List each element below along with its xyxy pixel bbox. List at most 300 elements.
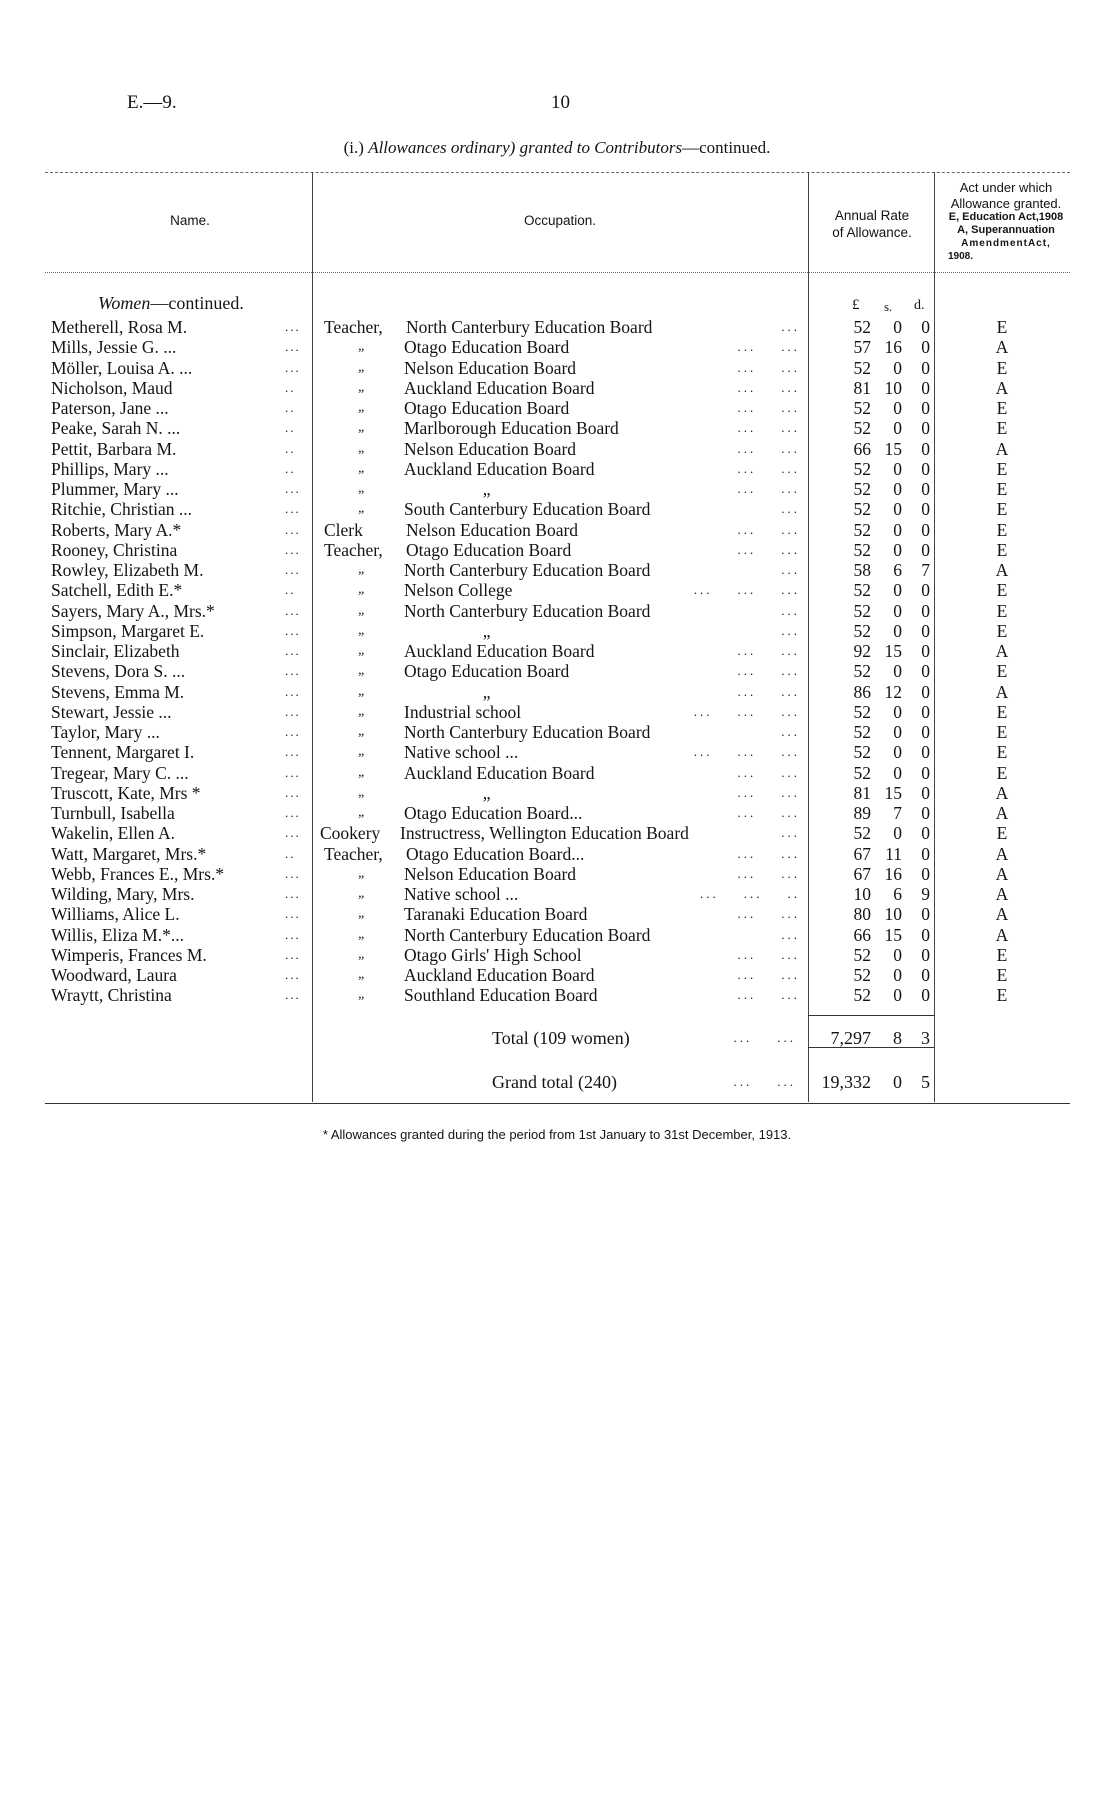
act-cell: E (996, 965, 1008, 985)
ditto-mark: „ (358, 724, 366, 739)
table-row (0, 499, 1114, 519)
total-pence: 3 (921, 1028, 930, 1048)
shillings-cell: 0 (893, 600, 902, 621)
pence-cell: 7 (921, 560, 930, 580)
header-act-line4: A, Superannuation (957, 224, 1055, 236)
pounds-cell: 52 (853, 519, 871, 540)
act-cell: E (996, 458, 1008, 479)
occupation-leader: ... ... (737, 663, 800, 679)
pounds-cell: 52 (853, 965, 871, 985)
pounds-cell: 52 (853, 762, 871, 783)
shillings-cell: 0 (893, 823, 902, 844)
shillings-cell: 15 (884, 641, 902, 661)
table-row (0, 439, 1114, 459)
header-act-line5: AmendmentAct, (961, 238, 1051, 249)
name-leader: ... (285, 805, 301, 820)
name-leader: .. (285, 460, 296, 476)
occupation-leader: ... ... (737, 805, 800, 820)
ditto-mark: „ (358, 784, 366, 800)
occupation-cell: „ (404, 782, 491, 803)
name-cell: Taylor, Mary ... (51, 722, 160, 742)
act-cell: A (995, 843, 1009, 864)
occupation-cell: Otago Education Board (404, 398, 570, 418)
pounds-cell: 52 (853, 701, 871, 722)
occupation-leader: ... ... (737, 359, 800, 375)
shillings-cell: 0 (893, 701, 902, 722)
act-cell: A (995, 924, 1009, 945)
table-row (0, 398, 1114, 418)
name-leader: ... (285, 359, 301, 375)
name-cell: Sinclair, Elizabeth (51, 641, 180, 661)
pence-cell: 0 (921, 357, 930, 378)
table-row (0, 925, 1114, 945)
unit-pence: d. (914, 298, 925, 313)
occupation-leader: ... ... (737, 845, 800, 861)
act-cell: A (995, 377, 1009, 398)
act-cell: A (995, 560, 1009, 580)
ditto-mark: „ (358, 481, 366, 496)
pence-cell: 0 (921, 620, 930, 641)
table-row (0, 641, 1114, 661)
occupation-leader: ... ... (737, 460, 800, 476)
ditto-mark: „ (358, 663, 366, 679)
total-shillings: 8 (893, 1028, 902, 1048)
occupation-cell: „ (404, 620, 491, 641)
occupation-cell: North Canterbury Education Board (406, 317, 653, 337)
occupation-leader: ... (781, 319, 800, 334)
shillings-cell: 0 (893, 944, 902, 965)
occupation-leader: ... ... (737, 541, 800, 557)
pence-cell: 0 (921, 985, 930, 1006)
name-leader: ... (285, 865, 301, 881)
pounds-cell: 52 (853, 661, 871, 682)
pence-cell: 0 (921, 418, 930, 439)
ditto-mark: „ (358, 602, 366, 618)
section-label (98, 293, 244, 314)
occupation-cell: Otago Education Board (404, 661, 570, 682)
pounds-cell: 52 (853, 357, 871, 378)
occupation-leader: ... ... (737, 784, 800, 800)
shillings-cell: 15 (884, 438, 902, 459)
name-cell: Wimperis, Frances M. (51, 944, 207, 965)
occupation-leader: ... (781, 501, 800, 517)
name-leader: ... (285, 906, 301, 922)
occupation-leader: ... ... (737, 865, 800, 881)
pounds-cell: 92 (853, 641, 871, 661)
name-cell: Paterson, Jane ... (51, 398, 169, 418)
pence-cell: 0 (921, 863, 930, 884)
table-row (0, 763, 1114, 783)
shillings-cell: 0 (893, 661, 902, 682)
shillings-cell: 0 (893, 965, 902, 985)
occupation-leader: ... (781, 622, 800, 638)
pounds-cell: 52 (853, 823, 871, 844)
ditto-mark: „ (358, 886, 366, 901)
act-cell: E (996, 620, 1008, 641)
name-cell: Pettit, Barbara M. (51, 438, 177, 459)
pounds-cell: 52 (853, 944, 871, 965)
table-row (0, 682, 1114, 702)
occupation-leader: ... ... .. (700, 886, 800, 901)
header-occupation: Occupation. (523, 213, 597, 228)
table-row (0, 864, 1114, 884)
shillings-cell: 16 (884, 337, 902, 358)
occupation-cell: Taranaki Education Board (404, 904, 588, 925)
occupation-leader: ... ... (737, 481, 800, 496)
shillings-cell: 0 (893, 722, 902, 742)
occupation-leader: ... ... ... (693, 744, 800, 760)
pounds-cell: 80 (853, 904, 871, 925)
total-leader: ... ... (733, 1030, 796, 1045)
grand-total-row (0, 1070, 1114, 1094)
name-leader: .. (285, 420, 296, 436)
occupation-prefix: Cookery (320, 823, 381, 844)
pence-cell: 0 (921, 337, 930, 358)
name-leader: ... (285, 622, 301, 638)
shillings-cell: 0 (893, 357, 902, 378)
act-cell: E (996, 519, 1008, 540)
pence-cell: 0 (921, 701, 930, 722)
ditto-mark: „ (358, 339, 366, 355)
shillings-cell: 0 (893, 499, 902, 520)
pence-cell: 0 (921, 924, 930, 945)
title-suffix: —continued. (682, 138, 771, 157)
pence-cell: 0 (921, 803, 930, 823)
name-leader: ... (285, 886, 301, 901)
name-leader: .. (285, 400, 296, 415)
ditto-mark: „ (358, 764, 366, 780)
shillings-cell: 0 (893, 620, 902, 641)
act-cell: E (996, 944, 1008, 965)
name-leader: .. (285, 379, 296, 395)
occupation-cell: Otago Education Board... (404, 803, 583, 823)
pounds-cell: 52 (853, 600, 871, 621)
pounds-cell: 52 (853, 317, 871, 337)
pence-cell: 0 (921, 904, 930, 925)
pence-cell: 0 (921, 823, 930, 844)
occupation-cell: Otago Girls' High School (404, 944, 582, 965)
act-cell: A (995, 681, 1009, 702)
act-cell: E (996, 762, 1008, 783)
table-row (0, 722, 1114, 742)
table-row (0, 702, 1114, 722)
pence-cell: 0 (921, 519, 930, 540)
table-row (0, 844, 1114, 864)
name-cell: Roberts, Mary A.* (51, 519, 182, 540)
act-cell: E (996, 722, 1008, 742)
name-leader: ... (285, 521, 301, 537)
pounds-cell: 52 (853, 479, 871, 499)
pence-cell: 0 (921, 317, 930, 337)
act-cell: E (996, 701, 1008, 722)
pence-cell: 0 (921, 762, 930, 783)
name-leader: ... (285, 319, 301, 334)
table-row (0, 580, 1114, 600)
act-cell: E (996, 539, 1008, 560)
ditto-mark: „ (358, 622, 366, 638)
occupation-cell: Native school ... (404, 884, 519, 904)
pounds-cell: 52 (853, 742, 871, 763)
act-cell: E (996, 661, 1008, 682)
name-cell: Plummer, Mary ... (51, 479, 179, 499)
shillings-cell: 0 (893, 418, 902, 439)
pounds-cell: 86 (853, 681, 871, 702)
table-row (0, 823, 1114, 843)
pounds-cell: 67 (853, 843, 871, 864)
occupation-cell: Otago Education Board (404, 337, 570, 358)
occupation-cell: „ (404, 681, 491, 702)
name-leader: ... (285, 339, 301, 355)
occupation-cell: Auckland Education Board (404, 965, 595, 985)
total-label: Total (109 women) (492, 1028, 630, 1048)
occupation-cell: Southland Education Board (404, 985, 598, 1006)
name-leader: ... (285, 825, 301, 841)
pence-cell: 0 (921, 782, 930, 803)
act-cell: E (996, 357, 1008, 378)
occupation-cell: Nelson College (404, 580, 513, 601)
name-cell: Wakelin, Ellen A. (51, 823, 175, 844)
pence-cell: 0 (921, 377, 930, 398)
occupation-leader: ... (781, 926, 800, 942)
shillings-cell: 0 (893, 398, 902, 418)
act-cell: E (996, 418, 1008, 439)
ditto-mark: „ (358, 460, 366, 476)
occupation-leader: ... ... (737, 906, 800, 922)
name-cell: Tregear, Mary C. ... (51, 762, 189, 783)
occupation-cell: Otago Education Board... (406, 843, 585, 864)
ditto-mark: „ (358, 643, 366, 658)
name-cell: Sayers, Mary A., Mrs.* (51, 600, 215, 621)
header-rate-line2: of Allowance. (832, 225, 912, 240)
name-cell: Stewart, Jessie ... (51, 701, 172, 722)
header-act-line1: Act under which (959, 180, 1053, 195)
act-cell: A (995, 884, 1009, 904)
name-leader: ... (285, 562, 301, 577)
table-row (0, 540, 1114, 560)
header-name: Name. (170, 213, 210, 228)
total-label: Grand total (240) (492, 1072, 617, 1092)
ditto-mark: „ (358, 987, 366, 1003)
name-cell: Wilding, Mary, Mrs. (51, 884, 195, 904)
table-row (0, 945, 1114, 965)
pounds-cell: 52 (853, 418, 871, 439)
act-cell: E (996, 742, 1008, 763)
pounds-cell: 52 (853, 539, 871, 560)
act-cell: E (996, 600, 1008, 621)
total-shillings: 0 (893, 1072, 902, 1092)
occupation-prefix: Teacher, (324, 843, 383, 864)
act-cell: E (996, 499, 1008, 520)
occupation-cell: Marlborough Education Board (404, 418, 619, 439)
table-row (0, 803, 1114, 823)
occupation-cell: Instructress, Wellington Education Board (400, 823, 689, 844)
table-row (0, 985, 1114, 1005)
act-cell: A (995, 904, 1009, 925)
act-cell: E (996, 317, 1008, 337)
shillings-cell: 6 (893, 884, 902, 904)
name-cell: Stevens, Emma M. (51, 681, 185, 702)
name-cell: Simpson, Margaret E. (51, 620, 205, 641)
occupation-cell: North Canterbury Education Board (404, 560, 651, 580)
occupation-leader: ... ... ... (693, 582, 800, 598)
occupation-cell: Nelson Education Board (406, 519, 579, 540)
pence-cell: 0 (921, 600, 930, 621)
pence-cell: 0 (921, 438, 930, 459)
pence-cell: 0 (921, 944, 930, 965)
ditto-mark: „ (358, 865, 366, 881)
header-rate-line1: Annual Rate (834, 208, 910, 223)
table-row (0, 358, 1114, 378)
ditto-mark: „ (358, 379, 366, 395)
pounds-cell: 52 (853, 398, 871, 418)
pounds-cell: 52 (853, 620, 871, 641)
top-rule (45, 172, 1070, 173)
name-cell: Stevens, Dora S. ... (51, 661, 186, 682)
occupation-leader: ... ... (737, 764, 800, 780)
table-row (0, 661, 1114, 681)
pounds-cell: 52 (853, 985, 871, 1006)
occupation-cell: Auckland Education Board (404, 762, 595, 783)
occupation-leader: ... ... (737, 400, 800, 415)
footnote: * Allowances granted during the period from 1st January to 31st December, 1913. (322, 1127, 792, 1142)
name-cell: Phillips, Mary ... (51, 458, 169, 479)
header-rate (810, 207, 934, 241)
name-leader: ... (285, 926, 301, 942)
section-continued: —continued. (150, 293, 244, 313)
name-leader: ... (285, 481, 301, 496)
unit-pounds: £ (852, 297, 860, 313)
name-cell: Webb, Frances E., Mrs.* (51, 863, 225, 884)
name-cell: Woodward, Laura (51, 965, 177, 985)
name-leader: ... (285, 683, 301, 699)
occupation-leader: ... ... (737, 643, 800, 658)
occupation-prefix: Clerk (324, 519, 363, 540)
pence-cell: 0 (921, 499, 930, 520)
pence-cell: 0 (921, 641, 930, 661)
act-cell: E (996, 823, 1008, 844)
occupation-cell: North Canterbury Education Board (404, 600, 651, 621)
shillings-cell: 12 (884, 681, 902, 702)
occupation-leader: ... ... (737, 339, 800, 355)
occupation-cell: Auckland Education Board (404, 377, 595, 398)
shillings-cell: 0 (893, 742, 902, 763)
ditto-mark: „ (358, 967, 366, 982)
total-rule (808, 1015, 934, 1016)
ditto-mark: „ (358, 744, 366, 760)
table-row (0, 378, 1114, 398)
pence-cell: 0 (921, 965, 930, 985)
unit-shillings: s. (884, 299, 893, 314)
pence-cell: 0 (921, 580, 930, 601)
page-id: E.—9. (127, 92, 177, 113)
header-act-line6: 1908. (948, 251, 974, 262)
shillings-cell: 7 (893, 803, 902, 823)
occupation-cell: Nelson Education Board (404, 863, 577, 884)
pence-cell: 0 (921, 722, 930, 742)
shillings-cell: 11 (885, 843, 902, 864)
occupation-cell: Auckland Education Board (404, 458, 595, 479)
pounds-cell: 66 (853, 924, 871, 945)
shillings-cell: 15 (884, 924, 902, 945)
shillings-cell: 10 (884, 377, 902, 398)
act-cell: A (995, 803, 1009, 823)
name-cell: Turnbull, Isabella (51, 803, 175, 823)
pounds-cell: 58 (853, 560, 871, 580)
occupation-leader: ... ... (737, 987, 800, 1003)
ditto-mark: „ (358, 906, 366, 922)
shillings-cell: 10 (884, 904, 902, 925)
table-row (0, 317, 1114, 337)
name-leader: ... (285, 744, 301, 760)
name-cell: Rowley, Elizabeth M. (51, 560, 204, 580)
ditto-mark: „ (358, 582, 366, 598)
shillings-cell: 0 (893, 762, 902, 783)
shillings-cell: 15 (884, 782, 902, 803)
occupation-leader: ... ... (737, 440, 800, 456)
pounds-cell: 67 (853, 863, 871, 884)
name-cell: Nicholson, Maud (51, 377, 173, 398)
table-row (0, 621, 1114, 641)
occupation-prefix: Teacher, (324, 317, 383, 337)
ditto-mark: „ (358, 420, 366, 436)
occupation-leader: ... ... (737, 967, 800, 982)
occupation-cell: North Canterbury Education Board (404, 722, 651, 742)
shillings-cell: 0 (893, 985, 902, 1006)
header-rule (45, 272, 1070, 273)
pence-cell: 0 (921, 661, 930, 682)
table-row (0, 884, 1114, 904)
table-row (0, 742, 1114, 762)
bottom-rule (45, 1103, 1070, 1104)
occupation-leader: ... ... (737, 420, 800, 436)
header-act-line2: Allowance granted. (950, 195, 1062, 211)
act-cell: A (995, 863, 1009, 884)
name-leader: .. (285, 440, 296, 456)
act-cell: A (995, 438, 1009, 459)
name-leader: .. (285, 845, 296, 861)
name-leader: ... (285, 602, 301, 618)
pence-cell: 0 (921, 681, 930, 702)
total-leader: ... ... (733, 1074, 796, 1089)
shillings-cell: 0 (893, 580, 902, 601)
act-cell: A (995, 337, 1009, 358)
header-act (936, 180, 1076, 263)
pounds-cell: 81 (853, 377, 871, 398)
pounds-cell: 52 (853, 499, 871, 520)
pounds-cell: 81 (853, 782, 871, 803)
table-row (0, 337, 1114, 357)
name-cell: Rooney, Christina (51, 539, 178, 560)
occupation-cell: Native school ... (404, 742, 519, 763)
pence-cell: 0 (921, 843, 930, 864)
ditto-mark: „ (358, 440, 366, 456)
ditto-mark: „ (358, 805, 366, 820)
occupation-leader: ... ... ... (693, 703, 800, 719)
pence-cell: 0 (921, 539, 930, 560)
pounds-cell: 89 (853, 803, 871, 823)
act-cell: E (996, 398, 1008, 418)
name-leader: ... (285, 541, 301, 557)
pounds-cell: 52 (853, 580, 871, 601)
shillings-cell: 0 (893, 519, 902, 540)
occupation-cell: Nelson Education Board (404, 357, 577, 378)
pounds-cell: 66 (853, 438, 871, 459)
table-row (0, 520, 1114, 540)
title-italic: Allowances ordinary) granted to Contributors (368, 138, 683, 157)
occupation-cell: Industrial school (404, 701, 522, 722)
table-row (0, 783, 1114, 803)
name-leader: ... (285, 764, 301, 780)
